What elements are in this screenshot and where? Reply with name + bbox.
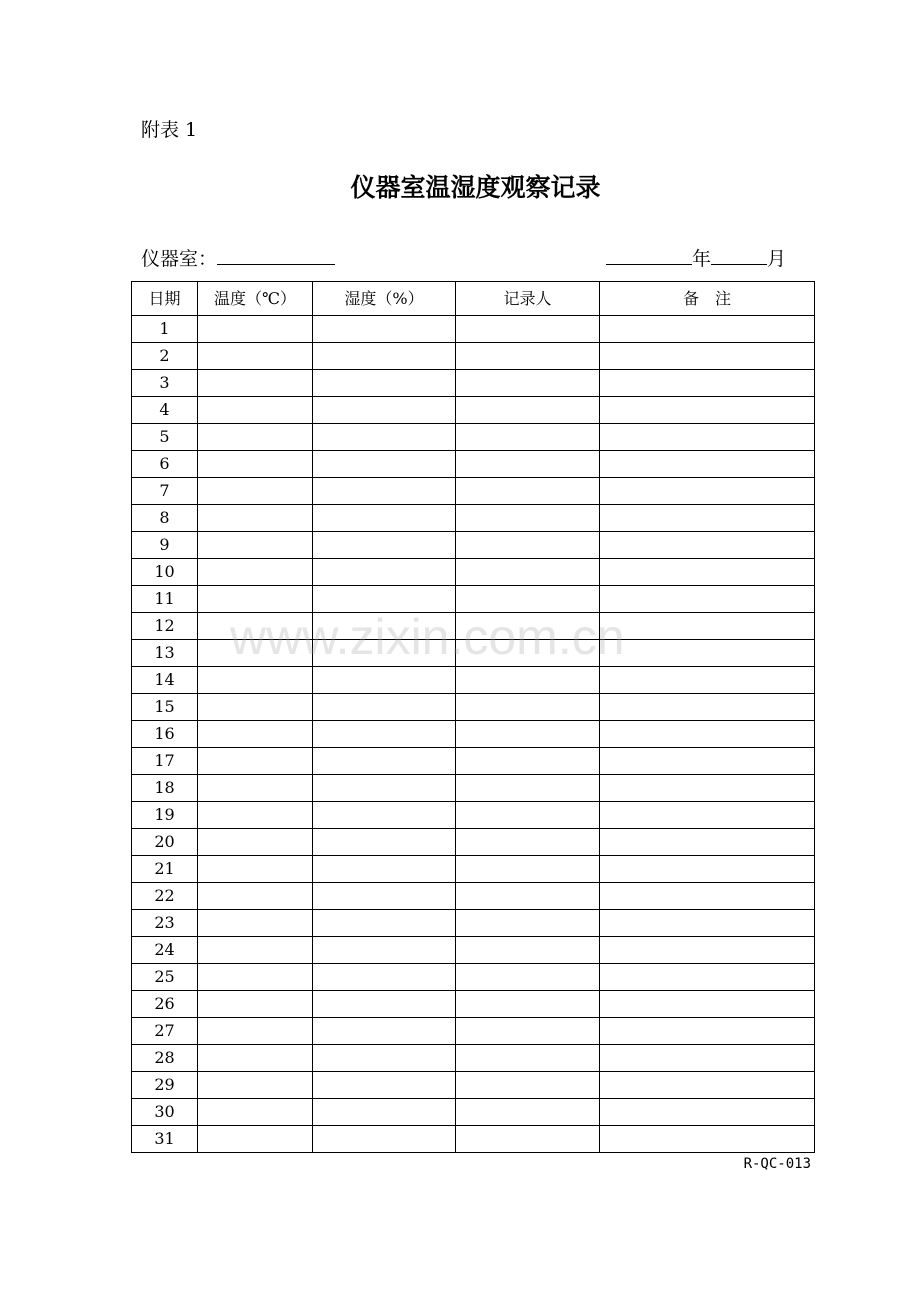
temperature-cell[interactable] [198,343,313,370]
table-row [132,640,815,667]
remarks-cell[interactable] [600,910,815,937]
remarks-cell[interactable] [600,802,815,829]
day-cell: 23 [132,910,198,937]
remarks-cell[interactable] [600,478,815,505]
remarks-cell[interactable] [600,370,815,397]
recorder-cell[interactable] [456,559,600,586]
recorder-cell[interactable] [456,694,600,721]
recorder-cell[interactable] [456,1099,600,1126]
table-row [132,883,815,910]
table-row [132,1072,815,1099]
column-header-humidity: 湿度（%） [313,282,456,316]
temperature-cell[interactable] [198,802,313,829]
column-header-date: 日期 [132,282,198,316]
recorder-cell[interactable] [456,937,600,964]
table-row [132,424,815,451]
table-row [132,802,815,829]
humidity-cell[interactable] [313,370,456,397]
remarks-cell[interactable] [600,316,815,343]
recorder-cell[interactable] [456,829,600,856]
day-cell: 24 [132,937,198,964]
day-cell: 22 [132,883,198,910]
remarks-cell[interactable] [600,937,815,964]
humidity-cell[interactable] [313,1099,456,1126]
temperature-cell[interactable] [198,478,313,505]
recorder-cell[interactable] [456,883,600,910]
recorder-cell[interactable] [456,991,600,1018]
table-row [132,910,815,937]
remarks-cell[interactable] [600,829,815,856]
table-row [132,829,815,856]
header-row [132,282,815,316]
recorder-cell[interactable] [456,505,600,532]
remarks-cell[interactable] [600,451,815,478]
table-row [132,748,815,775]
humidity-cell[interactable] [313,910,456,937]
day-cell: 26 [132,991,198,1018]
remarks-cell[interactable] [600,1072,815,1099]
recorder-cell[interactable] [456,775,600,802]
remarks-cell[interactable] [600,640,815,667]
table-row [132,964,815,991]
humidity-cell[interactable] [313,640,456,667]
column-header-remarks: 备 注 [600,282,815,316]
humidity-cell[interactable] [313,1126,456,1153]
humidity-cell[interactable] [313,748,456,775]
remarks-cell[interactable] [600,721,815,748]
temperature-cell[interactable] [198,1045,313,1072]
humidity-cell[interactable] [313,937,456,964]
day-cell: 6 [132,451,198,478]
temperature-cell[interactable] [198,316,313,343]
table-row [132,505,815,532]
room-field [141,244,335,272]
day-cell: 10 [132,559,198,586]
day-cell: 14 [132,667,198,694]
recorder-cell[interactable] [456,640,600,667]
day-cell: 18 [132,775,198,802]
humidity-cell[interactable] [313,721,456,748]
humidity-cell[interactable] [313,1045,456,1072]
day-cell: 13 [132,640,198,667]
year-blank[interactable] [606,244,692,265]
remarks-cell[interactable] [600,748,815,775]
remarks-cell[interactable] [600,964,815,991]
recorder-cell[interactable] [456,1126,600,1153]
temperature-cell[interactable] [198,856,313,883]
temperature-cell[interactable] [198,991,313,1018]
temperature-cell[interactable] [198,829,313,856]
table-row [132,370,815,397]
day-cell: 2 [132,343,198,370]
remarks-cell[interactable] [600,694,815,721]
room-blank[interactable] [217,244,335,265]
humidity-cell[interactable] [313,1072,456,1099]
watermark: www.zixin.com.cn [230,609,625,665]
table-row [132,343,815,370]
temperature-cell[interactable] [198,1018,313,1045]
temperature-cell[interactable] [198,370,313,397]
column-header-recorder: 记录人 [456,282,600,316]
day-cell: 25 [132,964,198,991]
month-blank[interactable] [711,244,767,265]
remarks-cell[interactable] [600,775,815,802]
day-cell: 17 [132,748,198,775]
table-row [132,721,815,748]
year-month-field [606,244,786,272]
temperature-cell[interactable] [198,586,313,613]
humidity-cell[interactable] [313,532,456,559]
remarks-cell[interactable] [600,1099,815,1126]
temperature-cell[interactable] [198,1126,313,1153]
remarks-cell[interactable] [600,667,815,694]
humidity-cell[interactable] [313,829,456,856]
humidity-cell[interactable] [313,613,456,640]
day-cell: 30 [132,1099,198,1126]
day-cell: 15 [132,694,198,721]
recorder-cell[interactable] [456,343,600,370]
remarks-cell[interactable] [600,1126,815,1153]
remarks-cell[interactable] [600,856,815,883]
day-cell: 21 [132,856,198,883]
table-row [132,991,815,1018]
recorder-cell[interactable] [456,667,600,694]
humidity-cell[interactable] [313,775,456,802]
remarks-cell[interactable] [600,559,815,586]
temperature-cell[interactable] [198,748,313,775]
humidity-cell[interactable] [313,505,456,532]
humidity-cell[interactable] [313,559,456,586]
remarks-cell[interactable] [600,1018,815,1045]
temperature-cell[interactable] [198,1099,313,1126]
table-row [132,694,815,721]
humidity-cell[interactable] [313,478,456,505]
humidity-cell[interactable] [313,316,456,343]
humidity-cell[interactable] [313,991,456,1018]
remarks-cell[interactable] [600,613,815,640]
page-title: 仪器室温湿度观察记录 [350,173,601,202]
table-row [132,451,815,478]
temperature-cell[interactable] [198,1072,313,1099]
recorder-cell[interactable] [456,532,600,559]
remarks-cell[interactable] [600,1045,815,1072]
temperature-cell[interactable] [198,532,313,559]
table-body [132,316,815,1153]
humidity-cell[interactable] [313,883,456,910]
humidity-cell[interactable] [313,397,456,424]
room-label: 仪器室： [141,248,218,270]
year-label: 年 [692,248,712,270]
recorder-cell[interactable] [456,478,600,505]
humidity-cell[interactable] [313,856,456,883]
day-cell: 3 [132,370,198,397]
temperature-cell[interactable] [198,451,313,478]
remarks-cell[interactable] [600,586,815,613]
table-row [132,937,815,964]
day-cell: 7 [132,478,198,505]
remarks-cell[interactable] [600,505,815,532]
temperature-cell[interactable] [198,559,313,586]
temperature-cell[interactable] [198,397,313,424]
day-cell: 1 [132,316,198,343]
day-cell: 16 [132,721,198,748]
remarks-cell[interactable] [600,343,815,370]
temperature-cell[interactable] [198,910,313,937]
day-cell: 20 [132,829,198,856]
day-cell: 29 [132,1072,198,1099]
table-row [132,775,815,802]
recorder-cell[interactable] [456,397,600,424]
column-header-temperature: 温度（℃） [198,282,313,316]
table-row [132,316,815,343]
day-cell: 5 [132,424,198,451]
day-cell: 19 [132,802,198,829]
day-cell: 31 [132,1126,198,1153]
recorder-cell[interactable] [456,451,600,478]
recorder-cell[interactable] [456,1018,600,1045]
recorder-cell[interactable] [456,721,600,748]
humidity-cell[interactable] [313,343,456,370]
humidity-cell[interactable] [313,1018,456,1045]
table-row [132,397,815,424]
humidity-cell[interactable] [313,802,456,829]
temperature-cell[interactable] [198,505,313,532]
recorder-cell[interactable] [456,424,600,451]
temperature-cell[interactable] [198,694,313,721]
temperature-cell[interactable] [198,721,313,748]
recorder-cell[interactable] [456,316,600,343]
temperature-cell[interactable] [198,883,313,910]
temperature-cell[interactable] [198,613,313,640]
day-cell: 8 [132,505,198,532]
humidity-cell[interactable] [313,694,456,721]
record-table [131,281,815,1153]
temperature-cell[interactable] [198,964,313,991]
recorder-cell[interactable] [456,1072,600,1099]
humidity-cell[interactable] [313,451,456,478]
temperature-cell[interactable] [198,775,313,802]
table-row [132,1018,815,1045]
table-row [132,856,815,883]
remarks-cell[interactable] [600,883,815,910]
remarks-cell[interactable] [600,397,815,424]
day-cell: 11 [132,586,198,613]
table-row [132,532,815,559]
remarks-cell[interactable] [600,532,815,559]
recorder-cell[interactable] [456,370,600,397]
recorder-cell[interactable] [456,802,600,829]
table-row [132,1045,815,1072]
table-row [132,586,815,613]
recorder-cell[interactable] [456,856,600,883]
table-row [132,1099,815,1126]
temperature-cell[interactable] [198,937,313,964]
day-cell: 9 [132,532,198,559]
recorder-cell[interactable] [456,613,600,640]
table-row [132,478,815,505]
day-cell: 28 [132,1045,198,1072]
temperature-cell[interactable] [198,640,313,667]
humidity-cell[interactable] [313,667,456,694]
month-label: 月 [767,248,787,270]
recorder-cell[interactable] [456,586,600,613]
remarks-cell[interactable] [600,424,815,451]
recorder-cell[interactable] [456,1045,600,1072]
table-row [132,1126,815,1153]
temperature-cell[interactable] [198,424,313,451]
recorder-cell[interactable] [456,964,600,991]
table-row [132,667,815,694]
recorder-cell[interactable] [456,910,600,937]
day-cell: 4 [132,397,198,424]
humidity-cell[interactable] [313,964,456,991]
recorder-cell[interactable] [456,748,600,775]
table-row [132,559,815,586]
remarks-cell[interactable] [600,991,815,1018]
humidity-cell[interactable] [313,586,456,613]
day-cell: 12 [132,613,198,640]
table-row [132,613,815,640]
appendix-label: 附表 1 [141,119,198,141]
day-cell: 27 [132,1018,198,1045]
form-code: R-QC-013 [743,1156,811,1172]
temperature-cell[interactable] [198,667,313,694]
humidity-cell[interactable] [313,424,456,451]
